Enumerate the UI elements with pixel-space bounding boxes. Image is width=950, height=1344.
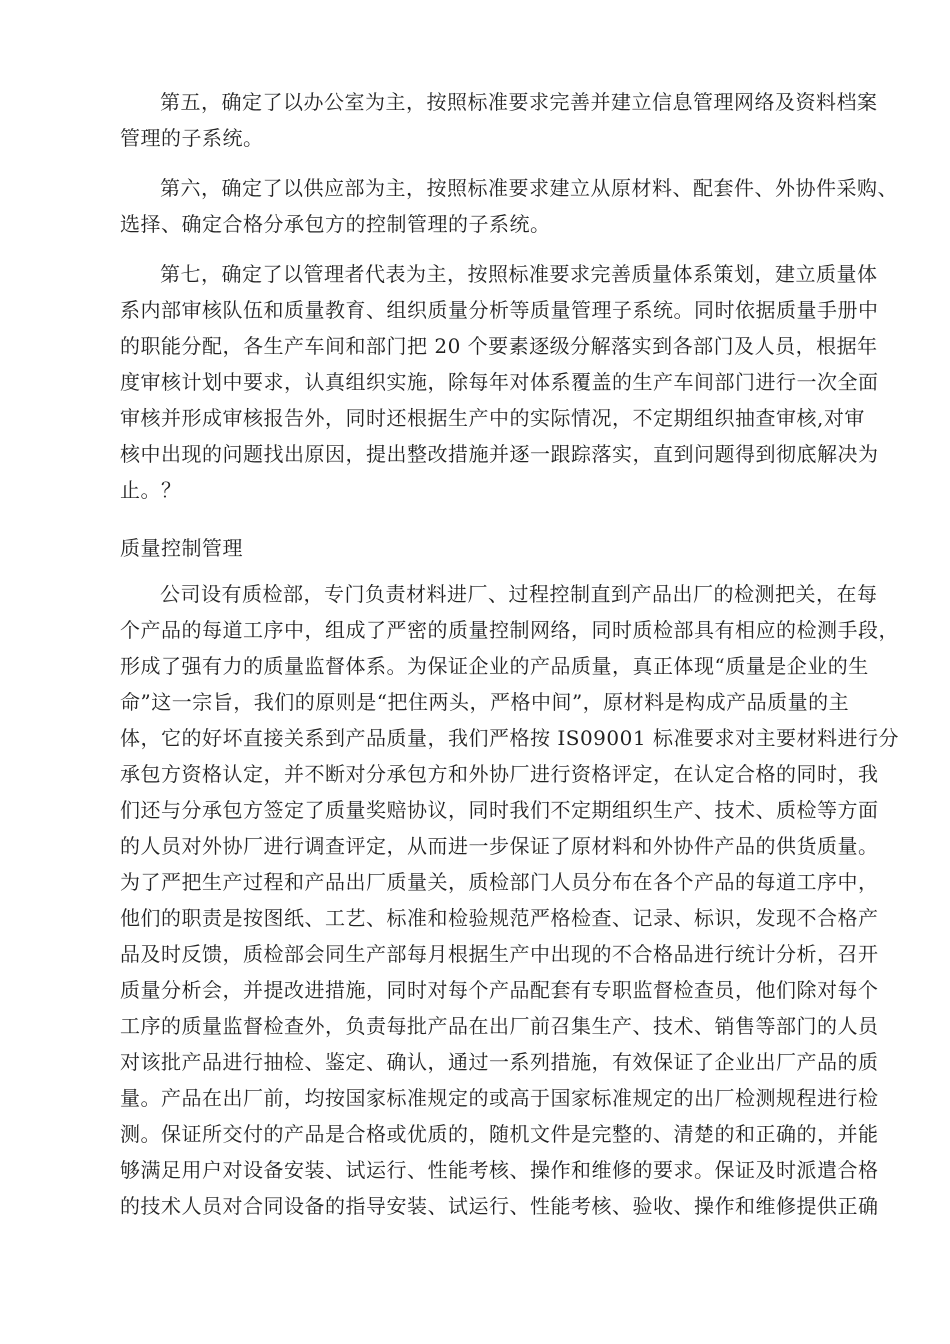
paragraph-fifth: [120, 84, 878, 156]
paragraph-line: 系内部审核队伍和质量教育、组织质量分析等质量管理子系统。同时依据质量手册中: [120, 298, 879, 322]
paragraph-line: 够满足用户对设备安装、试运行、性能考核、操作和维修的要求。保证及时派遣合格: [120, 1158, 879, 1182]
paragraph-line: 止。？: [120, 478, 182, 502]
paragraph-line: 对该批产品进行抽检、鉴定、确认，通过一系列措施，有效保证了企业出厂产品的质: [120, 1050, 879, 1074]
paragraph-sixth: [120, 170, 898, 242]
paragraph-line: 度审核计划中要求，认真组织实施，除每年对体系覆盖的生产车间部门进行一次全面: [120, 370, 879, 394]
paragraph-line: 第七，确定了以管理者代表为主，按照标准要求完善质量体系策划，建立质量体: [160, 262, 878, 286]
paragraph-line: 选择、确定合格分承包方的控制管理的子系统。: [120, 212, 551, 236]
paragraph-line: 质量分析会，并提改进措施，同时对每个产品配套有专职监督检查员，他们除对每个: [120, 978, 879, 1002]
paragraph-line: 为了严把生产过程和产品出厂质量关，质检部门人员分布在各个产品的每道工序中，: [120, 870, 879, 894]
paragraph-line: 形成了强有力的质量监督体系。为保证企业的产品质量，真正体现“质量是企业的生: [120, 654, 869, 678]
paragraph-quality-control: [120, 576, 899, 1224]
paragraph-line: 工序的质量监督检查外，负责每批产品在出厂前召集生产、技术、销售等部门的人员: [120, 1014, 879, 1038]
paragraph-line: 个产品的每道工序中，组成了严密的质量控制网络，同时质检部具有相应的检测手段，: [120, 618, 899, 642]
paragraph-line: 的技术人员对合同设备的指导安装、试运行、性能考核、验收、操作和维修提供正确: [120, 1194, 879, 1218]
paragraph-line: 审核并形成审核报告外，同时还根据生产中的实际情况，不定期组织抽查审核,对审: [120, 406, 865, 430]
paragraph-line: 品及时反馈，质检部会同生产部每月根据生产中出现的不合格品进行统计分析，召开: [120, 942, 879, 966]
paragraph-line: 第五，确定了以办公室为主，按照标准要求完善并建立信息管理网络及资料档案: [160, 90, 878, 114]
paragraph-line: 公司设有质检部，专门负责材料进厂、过程控制直到产品出厂的检测把关，在每: [160, 582, 878, 606]
heading-quality-control: 质量控制管理: [120, 536, 243, 560]
section-heading: [120, 530, 840, 566]
paragraph-line: 第六，确定了以供应部为主，按照标准要求建立从原材料、配套件、外协件采购、: [160, 176, 898, 200]
paragraph-line: 管理的子系统。: [120, 126, 264, 150]
paragraph-line: 的人员对外协厂进行调查评定，从而进一步保证了原材料和外协件产品的供货质量。: [120, 834, 879, 858]
paragraph-seventh: [120, 256, 879, 508]
paragraph-line: 承包方资格认定，并不断对分承包方和外协厂进行资格评定，在认定合格的同时，我: [120, 762, 879, 786]
paragraph-line: 命”这一宗旨，我们的原则是“把住两头，严格中间”，原材料是构成产品质量的主: [120, 690, 850, 714]
paragraph-line: 核中出现的问题找出原因，提出整改措施并逐一跟踪落实，直到问题得到彻底解决为: [120, 442, 879, 466]
paragraph-line: 的职能分配，各生产车间和部门把 20 个要素逐级分解落实到各部门及人员，根据年: [120, 334, 878, 358]
paragraph-line: 测。保证所交付的产品是合格或优质的，随机文件是完整的、清楚的和正确的，并能: [120, 1122, 879, 1146]
paragraph-line: 他们的职责是按图纸、工艺、标准和检验规范严格检查、记录、标识，发现不合格产: [120, 906, 879, 930]
paragraph-line: 体，它的好坏直接关系到产品质量，我们严格按 IS09001 标准要求对主要材料进行分: [120, 726, 899, 750]
paragraph-line: 量。产品在出厂前，均按国家标准规定的或高于国家标准规定的出厂检测规程进行检: [120, 1086, 879, 1110]
paragraph-line: 们还与分承包方签定了质量奖赔协议，同时我们不定期组织生产、技术、质检等方面: [120, 798, 879, 822]
